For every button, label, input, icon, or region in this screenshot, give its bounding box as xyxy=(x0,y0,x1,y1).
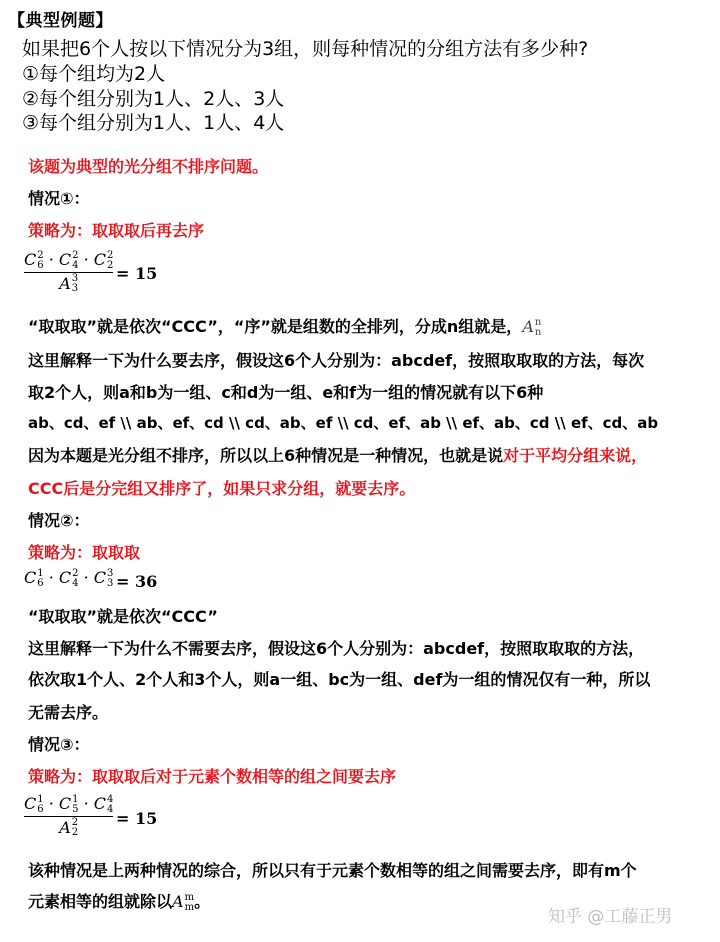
question-stem: 如果把6个人按以下情况分为3组，则每种情况的分组方法有多少种? xyxy=(22,38,589,60)
case1-formula-result: = 15 xyxy=(116,264,158,283)
fraction-bar xyxy=(24,816,113,817)
case1-line-6: CCC后是分完组又排序了，如果只求分组，就要去序。 xyxy=(28,479,416,498)
case1-denominator: A 3 3 xyxy=(59,273,79,294)
solution-intro: 该题为典型的光分组不排序问题。 xyxy=(28,157,269,176)
section-title: 【典型例题】 xyxy=(8,11,113,31)
case1-line-5-text: 因为本题是光分组不排序，所以以上6种情况是一种情况，也就是说 xyxy=(28,446,504,465)
case2-formula-result: = 36 xyxy=(116,572,158,591)
case2-line-4: 无需去序。 xyxy=(28,703,109,722)
case3-line-2-end: 。 xyxy=(194,892,211,911)
fraction-bar xyxy=(24,272,113,273)
watermark: 知乎 @工藤正男 xyxy=(548,907,673,927)
case3-formula-result: = 15 xyxy=(116,809,158,828)
case1-line-5 xyxy=(28,443,647,466)
case2-strategy: 策略为：取取取 xyxy=(28,543,141,562)
arrangement-symbol-m: A m m xyxy=(172,891,195,913)
question-item-2: ②每个组分别为1人、2人、3人 xyxy=(22,88,285,110)
arrangement-symbol-n: A n n xyxy=(522,316,542,338)
case3-line-1: 该种情况是上两种情况的综合，所以只有于元素个数相等的组之间需要去序，即有m个 xyxy=(28,861,637,880)
case3-line-2 xyxy=(28,889,210,913)
case2-line-2: 这里解释一下为什么不需要去序，假设这6个人分别为：abcdef，按照取取取的方法， xyxy=(28,639,645,658)
case1-strategy: 策略为：取取取后再去序 xyxy=(28,221,205,240)
case1-line-2: 这里解释一下为什么要去序，假设这6个人分别为：abcdef，按照取取取的方法，每次 xyxy=(28,351,645,370)
case1-line-1 xyxy=(28,314,541,338)
case1-numerator: C 2 6 · C 2 4 · C 2 2 xyxy=(24,249,114,271)
question-item-1: ①每个组均为2人 xyxy=(22,63,166,85)
case1-title: 情况①： xyxy=(28,189,90,208)
case1-line-5-highlight: 对于平均分组来说， xyxy=(503,446,648,465)
case3-numerator: C 1 6 · C 1 5 · C 4 4 xyxy=(24,793,114,815)
case3-strategy: 策略为：取取取后对于元素个数相等的组之间要去序 xyxy=(28,767,397,786)
question-item-3: ③每个组分别为1人、1人、4人 xyxy=(22,112,285,134)
case3-line-2-text: 元素相等的组就除以 xyxy=(28,892,173,911)
case2-line-3: 依次取1个人、2个人和3个人，则a一组、bc为一组、def为一组的情况仅有一种，所以 xyxy=(28,670,651,689)
case2-formula: C 1 6 · C 2 4 · C 3 3 xyxy=(24,567,114,589)
case3-formula-fraction xyxy=(24,794,113,838)
case2-title: 情况②： xyxy=(28,511,90,530)
case1-line-1-text: “取取取”就是依次“CCC”，“序”就是组数的全排列，分成n组就是， xyxy=(28,317,523,336)
case2-line-1: “取取取”就是依次“CCC” xyxy=(28,607,218,626)
case3-title: 情况③： xyxy=(28,735,90,754)
case1-formula-fraction xyxy=(24,250,113,294)
case1-line-3: 取2个人，则a和b为一组、c和d为一组、e和f为一组的情况就有以下6种 xyxy=(28,383,544,402)
case1-line-4: ab、cd、ef \\ ab、ef、cd \\ cd、ab、ef \\ cd、ef、ab \\ ef、ab、cd \\ ef、cd、ab xyxy=(28,414,659,432)
case3-denominator: A 2 2 xyxy=(59,817,79,838)
